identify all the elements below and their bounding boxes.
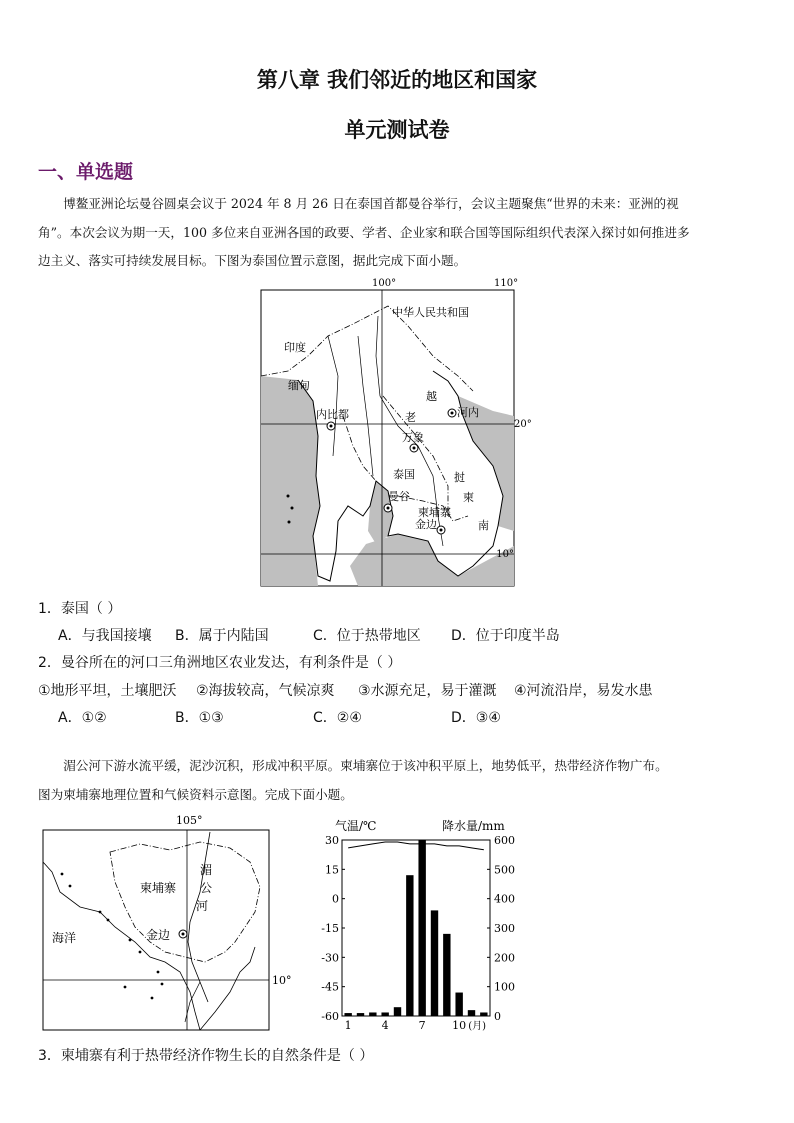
- precip-bar: [455, 993, 462, 1016]
- option-c[interactable]: C．位于热带地区: [313, 628, 421, 644]
- question-1-stem: 1．泰国（ ）: [38, 601, 122, 617]
- country-label: 挝: [454, 471, 465, 484]
- city-label: 曼谷: [388, 490, 410, 503]
- left-tick-label: -45: [321, 980, 339, 994]
- precip-bar: [443, 934, 450, 1016]
- lat-label: 10°: [496, 549, 514, 560]
- city-label: 柬埔寨: [418, 506, 451, 519]
- x-tick-label: 10: [452, 1019, 467, 1032]
- country-label: 南: [478, 519, 489, 532]
- option-d[interactable]: D．位于印度半岛: [451, 628, 560, 644]
- statement-1: ①地形平坦，土壤肥沃: [38, 683, 177, 699]
- precip-bar: [369, 1012, 376, 1016]
- option-a[interactable]: A．与我国接壤: [58, 628, 152, 644]
- city-label: 河内: [457, 406, 479, 419]
- option-b[interactable]: B．①③: [175, 710, 224, 726]
- country-label: 柬埔寨: [140, 881, 177, 895]
- country-label: 中华人民共和国: [392, 306, 469, 319]
- section-heading: 一、单选题: [38, 161, 134, 183]
- plot-frame: [342, 840, 490, 1016]
- precip-bar: [357, 1013, 364, 1016]
- climate-chart: [310, 814, 520, 1034]
- page-title: 第八章 我们邻近的地区和国家: [256, 68, 538, 92]
- passage-1-line: 边主义、落实可持续发展目标。下图为泰国位置示意图，据此完成下面小题。: [38, 253, 467, 268]
- river-label: 湄: [200, 863, 213, 877]
- right-tick-label: 200: [494, 951, 515, 965]
- precip-bar: [344, 1013, 351, 1016]
- passage-1: [38, 190, 756, 276]
- lon-label: 110°: [494, 278, 519, 289]
- left-tick-label: -30: [321, 951, 339, 965]
- country-label: 老: [405, 411, 416, 424]
- option-a[interactable]: A．①②: [58, 710, 107, 726]
- option-d[interactable]: D．③④: [451, 710, 501, 726]
- country-label: 缅甸: [288, 379, 310, 392]
- precip-bar: [480, 1012, 487, 1016]
- right-tick-label: 300: [494, 922, 515, 935]
- precip-bar: [468, 1010, 475, 1016]
- x-tick-label: 1: [344, 1019, 352, 1032]
- sea-label: 海洋: [52, 931, 77, 945]
- option-c[interactable]: C．②④: [313, 710, 362, 726]
- left-tick-label: -15: [321, 922, 339, 935]
- question-2-stem: 2．曼谷所在的河口三角洲地区农业发达，有利条件是（ ）: [38, 655, 402, 671]
- temperature-line: [348, 842, 484, 850]
- statement-3: ③水源充足，易于灌溉: [358, 683, 497, 699]
- precip-bar: [418, 840, 425, 1016]
- x-unit-label: (月): [468, 1021, 487, 1032]
- lat-label: 10°: [272, 974, 292, 987]
- page-subtitle: 单元测试卷: [344, 118, 450, 142]
- x-tick-label: 7: [418, 1019, 426, 1032]
- right-tick-label: 0: [494, 1010, 501, 1023]
- thailand-location-map: [258, 276, 532, 592]
- river-label: 公: [200, 881, 213, 895]
- city-label: 金边: [146, 928, 171, 942]
- right-tick-label: 500: [494, 863, 515, 877]
- left-axis-label: 气温/℃: [335, 819, 377, 833]
- left-tick-label: 30: [325, 834, 339, 847]
- city-label: 内比都: [316, 408, 349, 421]
- river-label: 河: [196, 899, 209, 913]
- passage-2-line: 图为柬埔寨地理位置和气候资料示意图。完成下面小题。: [38, 786, 353, 802]
- country-label: 印度: [284, 341, 306, 354]
- passage-2: [38, 752, 756, 809]
- precip-bar: [394, 1007, 401, 1016]
- city-label: 万象: [402, 431, 424, 444]
- country-label: 泰国: [393, 468, 415, 481]
- passage-2-line: 湄公河下游水流平缓，泥沙沉积，形成冲积平原。柬埔寨位于该冲积平原上，地势低平，热带经济作物广布。: [63, 758, 668, 773]
- right-tick-label: 600: [494, 834, 515, 847]
- cambodia-map: [40, 812, 302, 1034]
- precip-bar: [431, 910, 438, 1016]
- lon-label: 105°: [176, 814, 203, 827]
- country-label: 柬: [463, 491, 474, 504]
- option-b[interactable]: B．属于内陆国: [175, 628, 269, 644]
- lon-label: 100°: [372, 278, 397, 289]
- city-label: 金边: [415, 518, 437, 531]
- x-tick-label: 4: [381, 1019, 389, 1032]
- statement-2: ②海拔较高，气候凉爽: [196, 683, 335, 699]
- country-label: 越: [426, 390, 437, 403]
- right-tick-label: 400: [494, 892, 515, 906]
- left-tick-label: -60: [321, 1010, 339, 1023]
- left-tick-label: 0: [332, 892, 339, 906]
- left-tick-label: 15: [325, 863, 339, 877]
- precip-bar: [381, 1012, 388, 1016]
- lat-label: 20°: [514, 419, 532, 430]
- right-axis-label: 降水量/mm: [442, 819, 505, 833]
- right-tick-label: 100: [494, 980, 515, 994]
- passage-1-line: 角”。本次会议为期一天，100 多位来自亚洲各国的政要、学者、企业家和联合国等国际组织代表深入探讨如何推进多: [38, 224, 690, 240]
- question-3-stem: 3．柬埔寨有利于热带经济作物生长的自然条件是（ ）: [38, 1048, 374, 1064]
- statement-4: ④河流沿岸，易发水患: [514, 683, 653, 699]
- precip-bar: [406, 875, 413, 1016]
- passage-1-line: 博鳌亚洲论坛曼谷圆桌会议于 2024 年 8 月 26 日在泰国首都曼谷举行，会议主题聚焦“世界的未来：亚洲的视: [63, 196, 679, 211]
